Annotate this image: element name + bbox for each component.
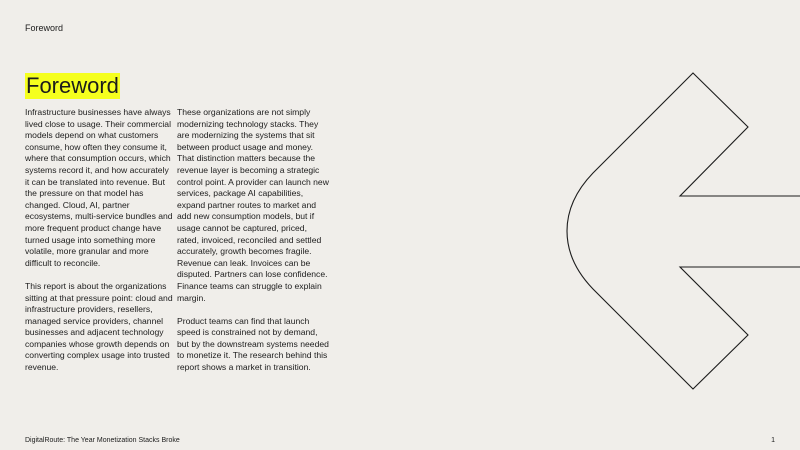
body-column-left (25, 107, 175, 385)
paragraph: These organizations are not simply modernizing technology stacks. They are modernizing the systems that sit between product usage and money. That distinction matters because the revenue layer is becoming a strategic control point. A provider can launch new services, package AI capabilities, expand partner routes to market and add new consumption models, but if usage cannot be captured, priced, rated, invoiced, reconciled and settled accurately, growth becomes fragile. Revenue can leak. Invoices can be disputed. Partners can lose confidence. Finance teams can struggle to explain margin. (177, 107, 329, 303)
footer-document-title: DigitalRoute: The Year Monetization Stacks Broke (25, 437, 180, 444)
paragraph: Infrastructure businesses have always lived close to usage. Their commercial models depend on what customers consume, how often they consume it, where that consumption occurs, which systems record it, and how accurately it can be translated into revenue. But the pressure on that model has changed. Cloud, AI, partner ecosystems, multi-service bundles and more frequent product change have turned usage into something more volatile, more granular and more difficult to reconcile. (25, 107, 173, 268)
left-arrow-outline-icon (560, 60, 800, 390)
paragraph: Product teams can find that launch speed is constrained not by demand, but by the downstream systems needed to monetize it. The research behind this report shows a market in transition. (177, 315, 329, 373)
page-title: Foreword (26, 73, 119, 98)
section-header-label: Foreword (25, 23, 64, 33)
paragraph: This report is about the organizations sitting at that pressure point: cloud and infrastructure providers, resellers, managed service providers, channel businesses and adjacent technology companies whose growth depends on converting complex usage into trusted revenue. (25, 280, 173, 373)
page-number: 1 (771, 437, 775, 444)
body-column-right (177, 107, 329, 385)
